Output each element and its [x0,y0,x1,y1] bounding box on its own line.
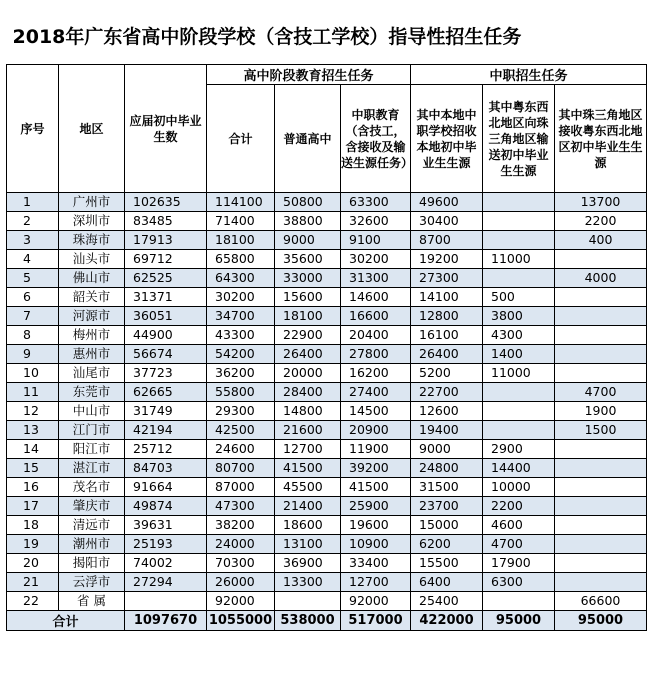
totals-vocational: 517000 [341,611,411,631]
cell-total: 34700 [207,307,275,326]
cell-region: 江门市 [59,421,125,440]
cell-vocational: 20400 [341,326,411,345]
cell-no: 8 [7,326,59,345]
cell-region: 汕头市 [59,250,125,269]
cell-send: 500 [483,288,555,307]
cell-vocational: 16200 [341,364,411,383]
cell-send: 6300 [483,573,555,592]
cell-local: 8700 [411,231,483,250]
cell-no: 1 [7,193,59,212]
cell-no: 16 [7,478,59,497]
cell-general: 9000 [275,231,341,250]
table-row [7,345,647,364]
cell-local: 30400 [411,212,483,231]
cell-send: 11000 [483,364,555,383]
cell-local: 19200 [411,250,483,269]
cell-total: 24600 [207,440,275,459]
cell-receive [555,250,647,269]
cell-local: 12600 [411,402,483,421]
cell-graduates: 49874 [125,497,207,516]
cell-receive: 1500 [555,421,647,440]
cell-general: 38800 [275,212,341,231]
cell-general: 13300 [275,573,341,592]
cell-graduates: 44900 [125,326,207,345]
cell-region: 韶关市 [59,288,125,307]
totals-row [7,611,647,631]
cell-receive: 13700 [555,193,647,212]
cell-receive: 4700 [555,383,647,402]
cell-general: 21600 [275,421,341,440]
cell-region: 珠海市 [59,231,125,250]
cell-no: 18 [7,516,59,535]
cell-send [483,231,555,250]
cell-local: 12800 [411,307,483,326]
cell-region: 湛江市 [59,459,125,478]
cell-general: 21400 [275,497,341,516]
cell-no: 9 [7,345,59,364]
cell-local: 5200 [411,364,483,383]
cell-local: 31500 [411,478,483,497]
table-row [7,231,647,250]
cell-local: 24800 [411,459,483,478]
cell-region: 东莞市 [59,383,125,402]
cell-no: 12 [7,402,59,421]
table-row [7,402,647,421]
cell-no: 19 [7,535,59,554]
table-row [7,421,647,440]
cell-graduates: 37723 [125,364,207,383]
cell-general: 13100 [275,535,341,554]
cell-region: 肇庆市 [59,497,125,516]
cell-graduates: 84703 [125,459,207,478]
totals-local: 422000 [411,611,483,631]
cell-general: 36900 [275,554,341,573]
cell-no: 2 [7,212,59,231]
cell-region: 中山市 [59,402,125,421]
cell-no: 13 [7,421,59,440]
cell-no: 20 [7,554,59,573]
cell-vocational: 30200 [341,250,411,269]
cell-vocational: 27800 [341,345,411,364]
cell-receive: 66600 [555,592,647,611]
cell-region: 佛山市 [59,269,125,288]
cell-graduates: 69712 [125,250,207,269]
cell-general: 22900 [275,326,341,345]
totals-receive: 95000 [555,611,647,631]
cell-local: 9000 [411,440,483,459]
table-row [7,497,647,516]
cell-send: 14400 [483,459,555,478]
cell-region: 汕尾市 [59,364,125,383]
cell-total: 65800 [207,250,275,269]
header-group-vocational: 中职招生任务 [411,65,647,85]
cell-send: 4600 [483,516,555,535]
cell-local: 14100 [411,288,483,307]
table-row [7,250,647,269]
cell-general: 26400 [275,345,341,364]
cell-no: 6 [7,288,59,307]
header-east-west-send: 其中粤东西北地区向珠三角地区输送初中毕业生生源 [483,85,555,193]
cell-total: 24000 [207,535,275,554]
cell-vocational: 14600 [341,288,411,307]
table-row [7,193,647,212]
cell-receive: 400 [555,231,647,250]
cell-send: 4300 [483,326,555,345]
header-group-high-school: 高中阶段教育招生任务 [207,65,411,85]
cell-total: 87000 [207,478,275,497]
cell-graduates: 83485 [125,212,207,231]
cell-receive [555,535,647,554]
header-graduates: 应届初中毕业生数 [125,65,207,193]
cell-vocational: 20900 [341,421,411,440]
cell-general: 50800 [275,193,341,212]
cell-graduates: 31749 [125,402,207,421]
cell-vocational: 12700 [341,573,411,592]
cell-local: 15500 [411,554,483,573]
cell-local: 16100 [411,326,483,345]
page-title: 2018年广东省高中阶段学校（含技工学校）指导性招生任务 [7,6,647,65]
table-row [7,592,647,611]
cell-vocational: 16600 [341,307,411,326]
totals-graduates: 1097670 [125,611,207,631]
cell-region: 梅州市 [59,326,125,345]
table-row [7,307,647,326]
cell-region: 省 属 [59,592,125,611]
cell-general: 41500 [275,459,341,478]
cell-general: 28400 [275,383,341,402]
cell-no: 5 [7,269,59,288]
cell-graduates: 42194 [125,421,207,440]
cell-no: 7 [7,307,59,326]
cell-region: 深圳市 [59,212,125,231]
cell-vocational: 10900 [341,535,411,554]
totals-label: 合计 [7,611,125,631]
table-row [7,383,647,402]
cell-region: 云浮市 [59,573,125,592]
cell-no: 3 [7,231,59,250]
cell-region: 茂名市 [59,478,125,497]
totals-send: 95000 [483,611,555,631]
cell-general: 35600 [275,250,341,269]
cell-no: 10 [7,364,59,383]
cell-vocational: 39200 [341,459,411,478]
cell-receive: 4000 [555,269,647,288]
cell-graduates: 25712 [125,440,207,459]
cell-total: 64300 [207,269,275,288]
cell-general [275,592,341,611]
totals-general: 538000 [275,611,341,631]
cell-local: 6200 [411,535,483,554]
cell-no: 11 [7,383,59,402]
cell-vocational: 32600 [341,212,411,231]
cell-receive [555,554,647,573]
cell-general: 18600 [275,516,341,535]
cell-general: 12700 [275,440,341,459]
cell-no: 17 [7,497,59,516]
cell-send: 11000 [483,250,555,269]
cell-send: 2200 [483,497,555,516]
cell-graduates: 31371 [125,288,207,307]
cell-local: 23700 [411,497,483,516]
cell-local: 15000 [411,516,483,535]
cell-local: 6400 [411,573,483,592]
cell-receive [555,326,647,345]
table-row [7,516,647,535]
cell-region: 惠州市 [59,345,125,364]
cell-general: 33000 [275,269,341,288]
cell-send [483,269,555,288]
header-vocational: 中职教育（含技工，含接收及输送生源任务） [341,85,411,193]
cell-vocational: 11900 [341,440,411,459]
cell-graduates: 27294 [125,573,207,592]
cell-receive [555,459,647,478]
cell-send: 3800 [483,307,555,326]
cell-receive [555,345,647,364]
header-region: 地区 [59,65,125,193]
enrollment-table [6,6,647,631]
cell-no: 21 [7,573,59,592]
cell-graduates: 74002 [125,554,207,573]
table-row [7,459,647,478]
cell-region: 广州市 [59,193,125,212]
cell-region: 潮州市 [59,535,125,554]
cell-receive: 1900 [555,402,647,421]
cell-graduates: 39631 [125,516,207,535]
cell-graduates: 62525 [125,269,207,288]
cell-general: 15600 [275,288,341,307]
cell-no: 4 [7,250,59,269]
cell-general: 45500 [275,478,341,497]
cell-vocational: 27400 [341,383,411,402]
cell-receive: 2200 [555,212,647,231]
cell-vocational: 25900 [341,497,411,516]
cell-vocational: 41500 [341,478,411,497]
cell-send [483,421,555,440]
cell-total: 114100 [207,193,275,212]
cell-general: 14800 [275,402,341,421]
cell-send [483,402,555,421]
cell-total: 30200 [207,288,275,307]
cell-receive [555,364,647,383]
table-row [7,535,647,554]
cell-total: 54200 [207,345,275,364]
cell-total: 38200 [207,516,275,535]
cell-graduates: 36051 [125,307,207,326]
cell-local: 25400 [411,592,483,611]
table-row [7,326,647,345]
cell-receive [555,478,647,497]
cell-total: 70300 [207,554,275,573]
cell-local: 22700 [411,383,483,402]
cell-graduates: 17913 [125,231,207,250]
cell-vocational: 31300 [341,269,411,288]
cell-receive [555,307,647,326]
cell-total: 92000 [207,592,275,611]
cell-graduates: 25193 [125,535,207,554]
cell-general: 20000 [275,364,341,383]
cell-graduates: 56674 [125,345,207,364]
cell-send [483,212,555,231]
cell-total: 42500 [207,421,275,440]
totals-total: 1055000 [207,611,275,631]
cell-receive [555,573,647,592]
table-row [7,478,647,497]
table-row [7,269,647,288]
cell-region: 河源市 [59,307,125,326]
cell-graduates: 91664 [125,478,207,497]
cell-receive [555,288,647,307]
cell-local: 19400 [411,421,483,440]
cell-vocational: 92000 [341,592,411,611]
cell-total: 18100 [207,231,275,250]
cell-vocational: 33400 [341,554,411,573]
cell-vocational: 19600 [341,516,411,535]
cell-vocational: 14500 [341,402,411,421]
header-local-enrollment: 其中本地中职学校招收本地初中毕业生生源 [411,85,483,193]
cell-receive [555,497,647,516]
cell-total: 80700 [207,459,275,478]
cell-graduates: 62665 [125,383,207,402]
cell-total: 36200 [207,364,275,383]
cell-graduates [125,592,207,611]
cell-local: 26400 [411,345,483,364]
cell-send [483,592,555,611]
cell-region: 阳江市 [59,440,125,459]
cell-no: 15 [7,459,59,478]
cell-region: 清远市 [59,516,125,535]
cell-local: 49600 [411,193,483,212]
cell-receive [555,516,647,535]
cell-vocational: 9100 [341,231,411,250]
table-row [7,554,647,573]
cell-total: 71400 [207,212,275,231]
cell-total: 47300 [207,497,275,516]
cell-graduates: 102635 [125,193,207,212]
table-row [7,364,647,383]
cell-total: 29300 [207,402,275,421]
cell-total: 43300 [207,326,275,345]
header-seq: 序号 [7,65,59,193]
cell-send: 4700 [483,535,555,554]
cell-local: 27300 [411,269,483,288]
cell-send: 17900 [483,554,555,573]
cell-region: 揭阳市 [59,554,125,573]
header-general-high: 普通高中 [275,85,341,193]
table-row [7,573,647,592]
table-row [7,440,647,459]
cell-no: 14 [7,440,59,459]
header-prd-receive: 其中珠三角地区接收粤东西北地区初中毕业生生源 [555,85,647,193]
cell-total: 26000 [207,573,275,592]
table-row [7,288,647,307]
cell-vocational: 63300 [341,193,411,212]
header-total: 合计 [207,85,275,193]
cell-send: 10000 [483,478,555,497]
cell-general: 18100 [275,307,341,326]
cell-send [483,193,555,212]
cell-send: 1400 [483,345,555,364]
cell-send [483,383,555,402]
cell-send: 2900 [483,440,555,459]
table-row [7,212,647,231]
cell-total: 55800 [207,383,275,402]
cell-no: 22 [7,592,59,611]
cell-receive [555,440,647,459]
